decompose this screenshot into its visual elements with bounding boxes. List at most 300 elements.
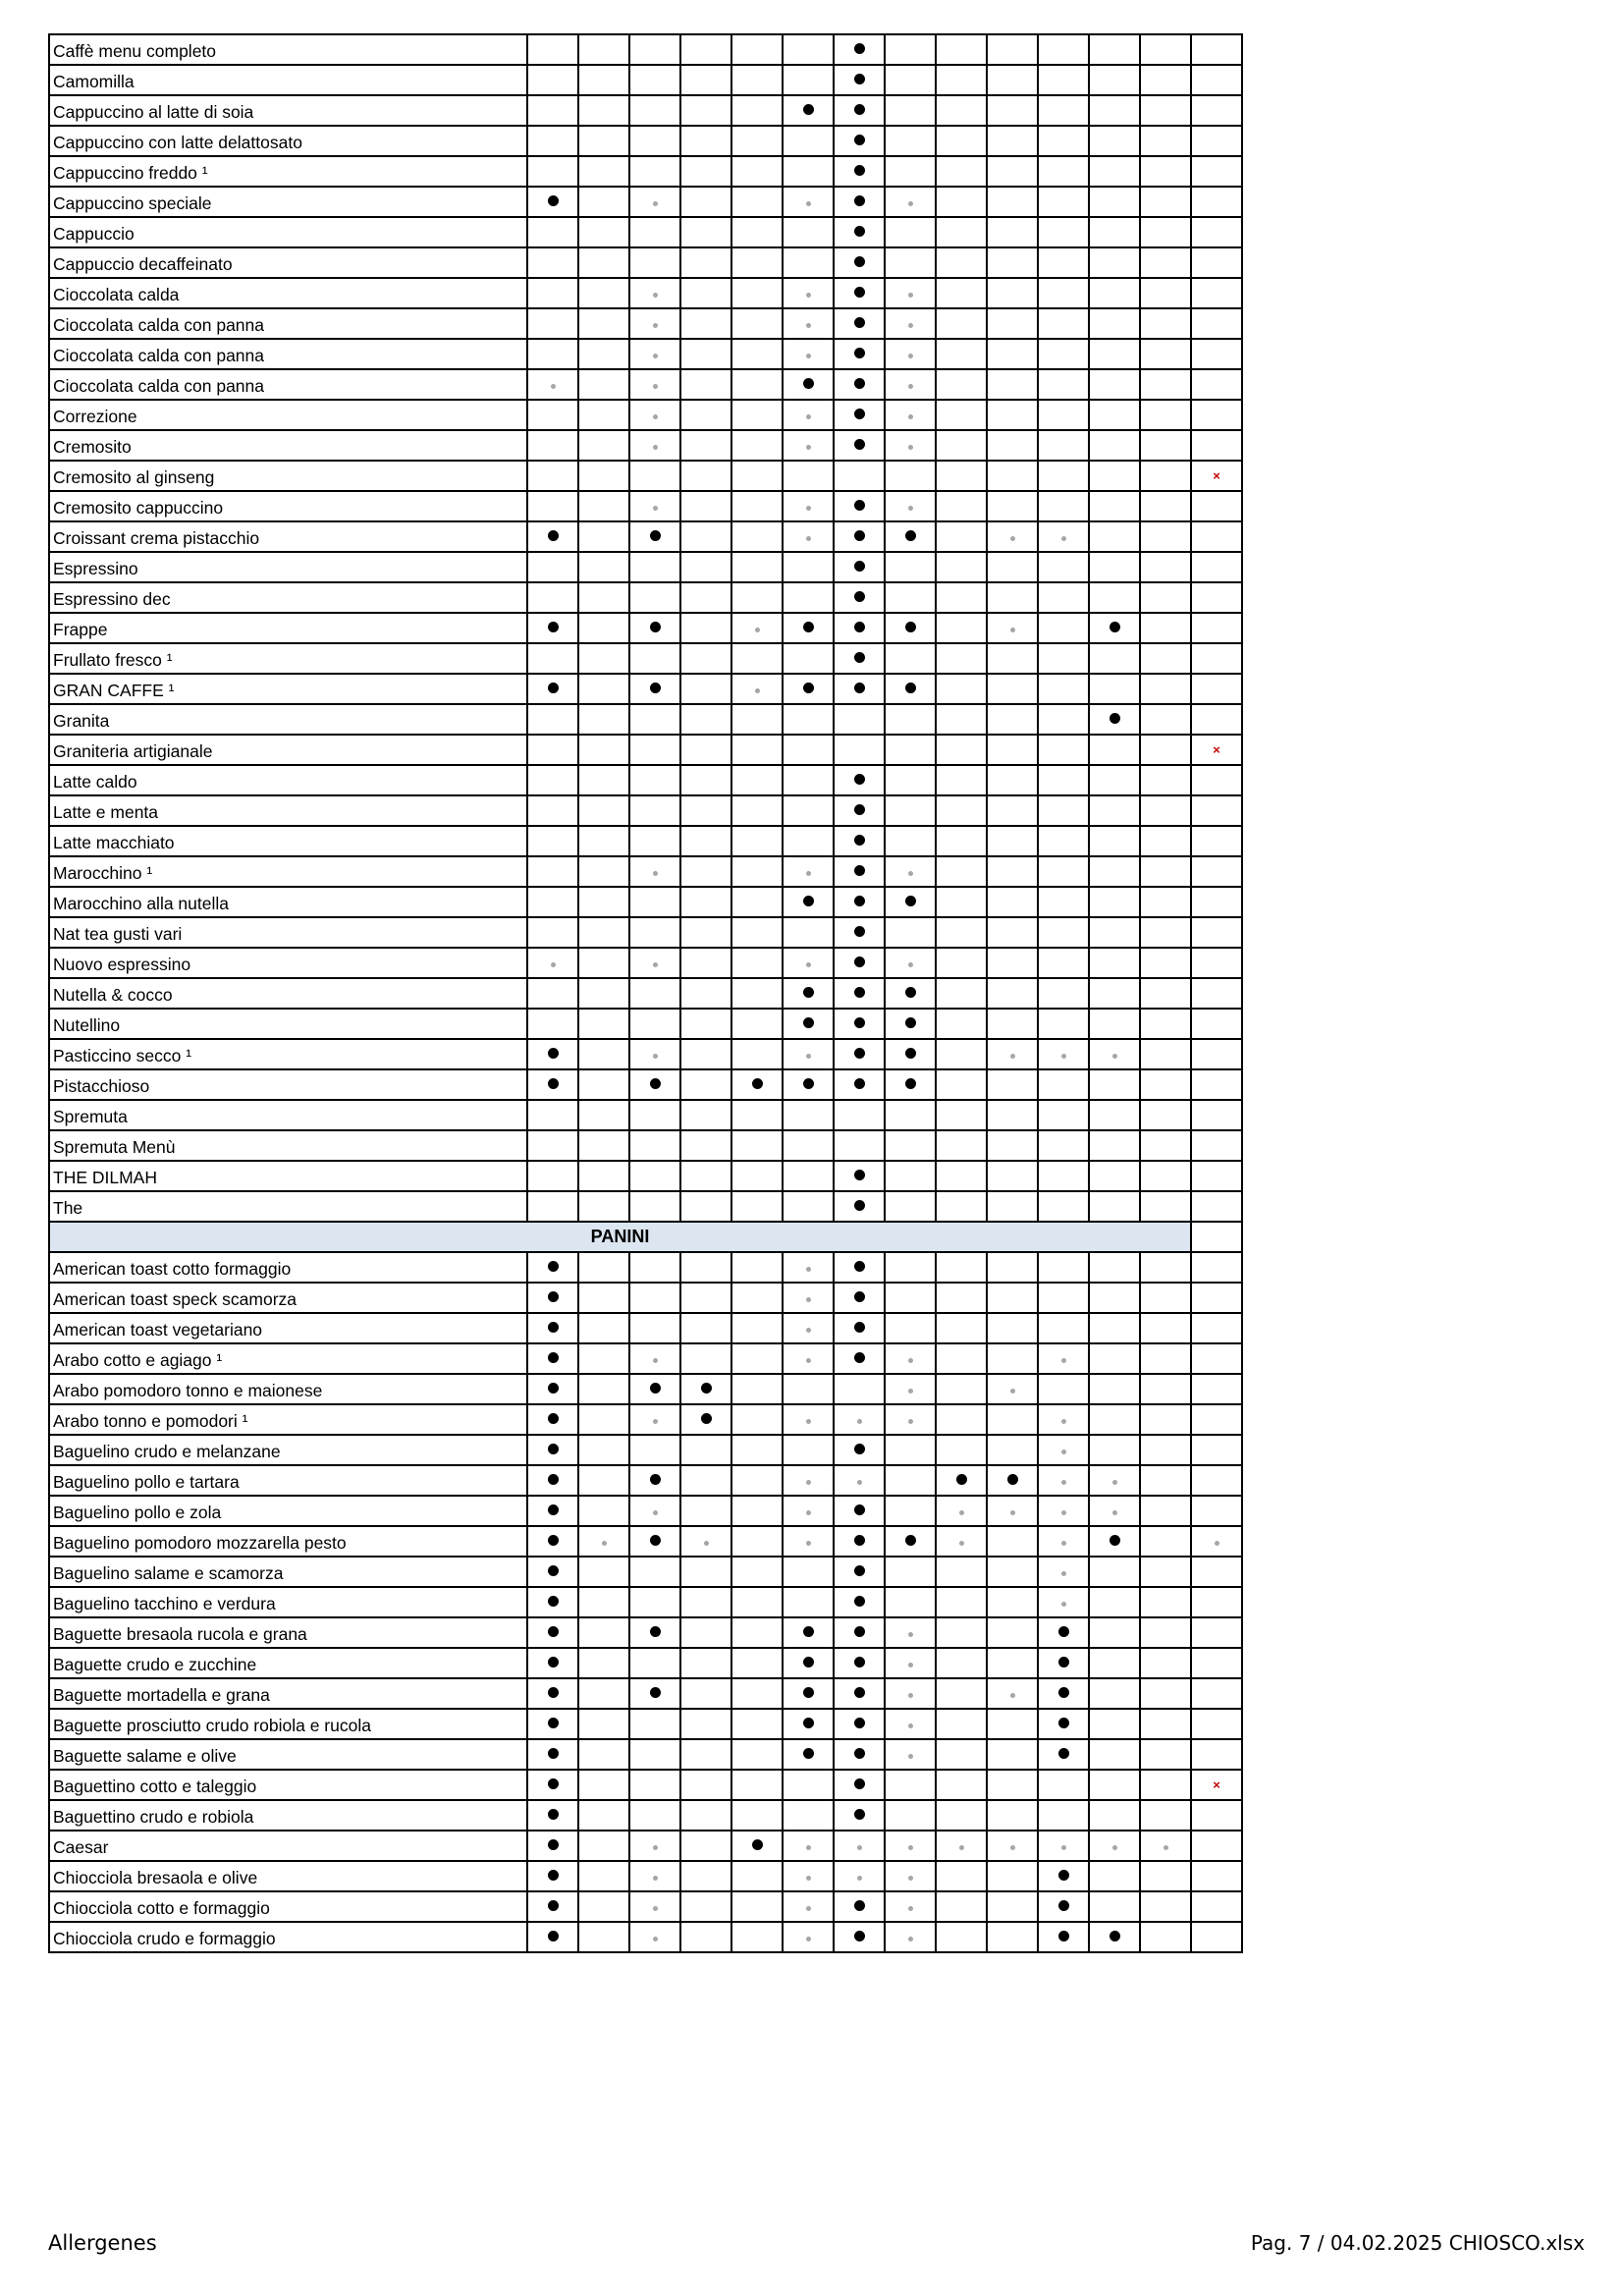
allergen-cell xyxy=(834,917,885,948)
trace-dot-icon xyxy=(908,1419,913,1424)
allergen-cell xyxy=(527,1891,578,1922)
allergen-cell xyxy=(629,1039,680,1069)
allergen-cell xyxy=(527,1587,578,1617)
allergen-cell xyxy=(1140,1922,1191,1952)
contains-dot-icon xyxy=(854,1261,865,1272)
allergen-cell xyxy=(1140,674,1191,704)
contains-dot-icon xyxy=(854,409,865,419)
allergen-cell xyxy=(629,1252,680,1283)
table-row xyxy=(49,765,1242,795)
allergen-cell xyxy=(680,795,731,826)
allergen-cell xyxy=(527,369,578,400)
section-header-row xyxy=(49,1222,1242,1252)
allergen-cell xyxy=(834,1739,885,1770)
allergen-cell xyxy=(1089,887,1140,917)
contains-dot-icon xyxy=(854,1596,865,1607)
trace-dot-icon xyxy=(908,1754,913,1759)
allergen-cell xyxy=(680,1891,731,1922)
allergen-cell xyxy=(885,65,936,95)
table-row xyxy=(49,278,1242,308)
allergen-cell xyxy=(731,491,783,521)
allergen-cell xyxy=(1089,1587,1140,1617)
allergen-cell xyxy=(578,1800,629,1831)
allergen-cell xyxy=(885,613,936,643)
allergen-cell xyxy=(987,795,1038,826)
allergen-cell xyxy=(1089,1709,1140,1739)
trace-dot-icon xyxy=(806,1876,811,1881)
allergen-cell xyxy=(731,1800,783,1831)
allergen-cell xyxy=(834,1100,885,1130)
contains-dot-icon xyxy=(854,165,865,176)
table-row xyxy=(49,1374,1242,1404)
allergen-cell xyxy=(987,856,1038,887)
allergen-cell xyxy=(578,1831,629,1861)
allergen-cell xyxy=(1089,461,1140,491)
allergen-cell xyxy=(527,217,578,247)
contains-dot-icon xyxy=(854,1291,865,1302)
allergen-cell xyxy=(629,126,680,156)
allergen-cell xyxy=(987,643,1038,674)
allergen-cell xyxy=(1038,369,1089,400)
product-name: Caffè menu completo xyxy=(49,34,527,65)
trace-dot-icon xyxy=(653,1937,658,1941)
contains-dot-icon xyxy=(752,1839,763,1850)
trace-dot-icon xyxy=(806,201,811,206)
allergen-cell xyxy=(1191,1191,1242,1222)
allergen-cell xyxy=(578,917,629,948)
allergen-cell xyxy=(527,278,578,308)
allergen-cell xyxy=(783,856,834,887)
table-row xyxy=(49,65,1242,95)
allergen-cell xyxy=(885,278,936,308)
allergen-cell xyxy=(936,430,987,461)
allergen-cell xyxy=(936,887,987,917)
contains-dot-icon xyxy=(854,500,865,511)
allergen-cell xyxy=(731,1039,783,1069)
allergen-cell xyxy=(885,1283,936,1313)
allergen-cell xyxy=(936,65,987,95)
allergen-cell xyxy=(1038,247,1089,278)
allergen-cell xyxy=(987,65,1038,95)
trace-dot-icon xyxy=(755,628,760,632)
allergen-cell xyxy=(1140,856,1191,887)
contains-dot-icon xyxy=(1110,1535,1120,1546)
allergen-cell xyxy=(936,1435,987,1465)
allergen-cell xyxy=(1089,1922,1140,1952)
allergen-cell xyxy=(1191,795,1242,826)
allergen-cell xyxy=(629,643,680,674)
allergen-cell xyxy=(1038,1191,1089,1222)
allergen-cell xyxy=(783,552,834,582)
trace-dot-icon xyxy=(653,871,658,876)
allergen-cell xyxy=(527,1069,578,1100)
allergen-cell xyxy=(987,430,1038,461)
table-row xyxy=(49,704,1242,735)
allergen-cell xyxy=(1038,674,1089,704)
allergen-cell xyxy=(885,1404,936,1435)
allergen-cell xyxy=(629,765,680,795)
allergen-cell xyxy=(1140,491,1191,521)
trace-dot-icon xyxy=(653,1906,658,1911)
allergen-cell xyxy=(578,1100,629,1130)
allergen-cell xyxy=(680,1069,731,1100)
contains-dot-icon xyxy=(1058,1931,1069,1941)
allergen-cell xyxy=(1089,65,1140,95)
allergen-cell xyxy=(834,1800,885,1831)
allergen-cell xyxy=(936,491,987,521)
allergen-cell xyxy=(578,339,629,369)
allergen-cell xyxy=(1089,1161,1140,1191)
allergen-cell xyxy=(834,1069,885,1100)
allergen-cell xyxy=(629,1526,680,1557)
allergen-cell xyxy=(885,643,936,674)
product-name: Baguettino crudo e robiola xyxy=(49,1800,527,1831)
allergen-cell xyxy=(629,1891,680,1922)
product-name: Baguette bresaola rucola e grana xyxy=(49,1617,527,1648)
allergen-cell xyxy=(936,1313,987,1343)
allergen-cell xyxy=(1038,1800,1089,1831)
allergen-cell xyxy=(1038,430,1089,461)
allergen-cell xyxy=(1089,1739,1140,1770)
allergen-cell xyxy=(885,369,936,400)
allergen-cell xyxy=(527,582,578,613)
allergen-cell xyxy=(834,826,885,856)
product-name: Baguelino pollo e zola xyxy=(49,1496,527,1526)
allergen-cell xyxy=(1089,339,1140,369)
allergen-cell xyxy=(1089,1069,1140,1100)
contains-dot-icon xyxy=(854,1565,865,1576)
contains-dot-icon xyxy=(854,226,865,237)
product-name: Chiocciola crudo e formaggio xyxy=(49,1922,527,1952)
allergen-cell xyxy=(783,1404,834,1435)
product-name: Cappuccio xyxy=(49,217,527,247)
allergen-cell xyxy=(987,1404,1038,1435)
trace-dot-icon xyxy=(806,323,811,328)
allergen-cell xyxy=(680,308,731,339)
contains-dot-icon xyxy=(905,622,916,632)
allergen-cell xyxy=(578,247,629,278)
allergen-cell xyxy=(1038,1770,1089,1800)
allergen-cell xyxy=(527,308,578,339)
allergen-cell xyxy=(783,1770,834,1800)
allergen-cell xyxy=(578,126,629,156)
allergen-cell xyxy=(783,65,834,95)
allergen-cell xyxy=(1140,1648,1191,1678)
contains-dot-icon xyxy=(854,1748,865,1759)
allergen-cell xyxy=(885,339,936,369)
allergen-cell xyxy=(987,948,1038,978)
allergen-cell xyxy=(1038,1465,1089,1496)
allergen-cell xyxy=(1038,1922,1089,1952)
allergen-cell xyxy=(1191,1648,1242,1678)
allergen-cell xyxy=(1191,1739,1242,1770)
allergen-cell xyxy=(987,400,1038,430)
allergen-cell xyxy=(578,1313,629,1343)
trace-dot-icon xyxy=(806,445,811,450)
allergen-cell xyxy=(1191,126,1242,156)
allergen-cell xyxy=(783,1831,834,1861)
allergen-cell xyxy=(527,1739,578,1770)
allergen-cell xyxy=(885,1526,936,1557)
allergen-cell xyxy=(578,948,629,978)
allergen-cell xyxy=(936,1374,987,1404)
allergen-cell xyxy=(834,765,885,795)
allergen-cell xyxy=(680,1252,731,1283)
table-row xyxy=(49,1100,1242,1130)
product-name: Espressino xyxy=(49,552,527,582)
allergen-cell xyxy=(936,1891,987,1922)
allergen-cell xyxy=(783,917,834,948)
allergen-cell xyxy=(527,126,578,156)
allergen-cell xyxy=(1140,1861,1191,1891)
allergen-grid xyxy=(48,33,1243,1953)
allergen-cell xyxy=(1038,1435,1089,1465)
allergen-cell xyxy=(834,1617,885,1648)
allergen-cell xyxy=(527,674,578,704)
allergen-cell xyxy=(1140,1678,1191,1709)
allergen-cell xyxy=(680,1496,731,1526)
table-row xyxy=(49,1800,1242,1831)
trace-dot-icon xyxy=(908,1906,913,1911)
allergen-cell xyxy=(885,1891,936,1922)
table-row xyxy=(49,126,1242,156)
allergen-cell xyxy=(1191,978,1242,1009)
allergen-cell xyxy=(629,948,680,978)
allergen-cell xyxy=(731,1678,783,1709)
allergen-cell xyxy=(936,1617,987,1648)
trace-dot-icon xyxy=(806,414,811,419)
contains-dot-icon xyxy=(854,1809,865,1820)
allergen-cell xyxy=(783,978,834,1009)
contains-dot-icon xyxy=(854,865,865,876)
allergen-cell xyxy=(1140,217,1191,247)
allergen-cell xyxy=(1038,735,1089,765)
allergen-cell xyxy=(834,1831,885,1861)
allergen-cell xyxy=(885,1800,936,1831)
allergen-cell xyxy=(1089,552,1140,582)
allergen-cell xyxy=(834,1343,885,1374)
allergen-cell xyxy=(987,491,1038,521)
contains-dot-icon xyxy=(854,774,865,785)
allergen-cell xyxy=(783,765,834,795)
allergen-cell xyxy=(1191,1283,1242,1313)
allergen-cell xyxy=(629,704,680,735)
allergen-cell xyxy=(783,1130,834,1161)
allergen-cell xyxy=(834,1404,885,1435)
product-name: Cremosito xyxy=(49,430,527,461)
allergen-cell xyxy=(527,95,578,126)
allergen-cell xyxy=(1140,1252,1191,1283)
allergen-cell xyxy=(885,1739,936,1770)
allergen-cell xyxy=(527,552,578,582)
trace-dot-icon xyxy=(653,445,658,450)
allergen-cell xyxy=(1191,1343,1242,1374)
allergen-cell xyxy=(936,674,987,704)
contains-dot-icon xyxy=(548,1474,559,1485)
allergen-cell xyxy=(1140,1313,1191,1343)
allergen-cell xyxy=(1038,1343,1089,1374)
allergen-cell xyxy=(987,1709,1038,1739)
footer-sheet-name: Allergenes xyxy=(48,2231,157,2255)
allergen-cell xyxy=(527,1922,578,1952)
allergen-cell xyxy=(731,1130,783,1161)
table-row xyxy=(49,400,1242,430)
allergen-cell xyxy=(731,430,783,461)
allergen-cell xyxy=(527,430,578,461)
allergen-cell xyxy=(987,1252,1038,1283)
allergen-cell xyxy=(680,1130,731,1161)
trace-dot-icon xyxy=(1010,1054,1015,1059)
allergen-cell xyxy=(834,1678,885,1709)
allergen-cell xyxy=(1038,521,1089,552)
contains-dot-icon xyxy=(854,378,865,389)
table-row xyxy=(49,674,1242,704)
trace-dot-icon xyxy=(806,1845,811,1850)
allergen-cell xyxy=(783,1709,834,1739)
contains-dot-icon xyxy=(905,683,916,693)
allergen-cell xyxy=(629,491,680,521)
allergen-cell xyxy=(936,1404,987,1435)
allergen-cell xyxy=(527,826,578,856)
table-row xyxy=(49,1496,1242,1526)
contains-dot-icon xyxy=(650,1474,661,1485)
allergen-cell xyxy=(731,1069,783,1100)
allergen-cell xyxy=(885,1130,936,1161)
allergen-cell xyxy=(1089,1800,1140,1831)
allergen-cell xyxy=(731,613,783,643)
contains-dot-icon xyxy=(905,1078,916,1089)
product-name: Cioccolata calda xyxy=(49,278,527,308)
product-name: Latte e menta xyxy=(49,795,527,826)
allergen-cell xyxy=(987,247,1038,278)
contains-dot-icon xyxy=(548,1413,559,1424)
allergen-cell xyxy=(1089,187,1140,217)
trace-dot-icon xyxy=(1061,1054,1066,1059)
allergen-cell xyxy=(1191,917,1242,948)
allergen-cell xyxy=(1038,704,1089,735)
allergen-cell xyxy=(1140,187,1191,217)
allergen-cell xyxy=(680,1739,731,1770)
allergen-cell xyxy=(629,1557,680,1587)
allergen-cell xyxy=(1089,1130,1140,1161)
allergen-cell xyxy=(834,247,885,278)
allergen-cell xyxy=(527,735,578,765)
allergen-cell xyxy=(629,430,680,461)
trace-dot-icon xyxy=(1010,628,1015,632)
allergen-cell xyxy=(1038,826,1089,856)
contains-dot-icon xyxy=(854,195,865,206)
allergen-cell xyxy=(578,1587,629,1617)
allergen-cell xyxy=(1038,795,1089,826)
allergen-cell xyxy=(936,156,987,187)
allergen-cell xyxy=(680,1648,731,1678)
allergen-cell xyxy=(1038,1039,1089,1069)
contains-dot-icon xyxy=(803,683,814,693)
allergen-cell xyxy=(1140,1557,1191,1587)
allergen-cell xyxy=(1140,1100,1191,1130)
product-name: Baguettino cotto e taleggio xyxy=(49,1770,527,1800)
allergen-cell xyxy=(885,1496,936,1526)
table-row xyxy=(49,1191,1242,1222)
allergen-cell xyxy=(629,1343,680,1374)
trace-dot-icon xyxy=(653,506,658,511)
trace-dot-icon xyxy=(1061,1571,1066,1576)
trace-dot-icon xyxy=(602,1541,607,1546)
allergen-cell xyxy=(885,491,936,521)
allergen-cell xyxy=(987,95,1038,126)
trace-dot-icon xyxy=(1112,1845,1117,1850)
contains-dot-icon xyxy=(1058,1657,1069,1667)
table-row xyxy=(49,613,1242,643)
cross-icon: × xyxy=(1213,1777,1220,1792)
allergen-cell xyxy=(783,308,834,339)
allergen-cell xyxy=(680,1557,731,1587)
allergen-cell xyxy=(987,339,1038,369)
trace-dot-icon xyxy=(1061,1510,1066,1515)
allergen-cell xyxy=(1191,65,1242,95)
table-row xyxy=(49,369,1242,400)
allergen-cell xyxy=(1038,187,1089,217)
allergen-cell xyxy=(783,156,834,187)
contains-dot-icon xyxy=(854,804,865,815)
allergen-cell xyxy=(885,1343,936,1374)
contains-dot-icon xyxy=(803,1687,814,1698)
trace-dot-icon xyxy=(653,354,658,358)
allergen-cell xyxy=(936,521,987,552)
allergen-cell xyxy=(834,1587,885,1617)
contains-dot-icon xyxy=(854,1352,865,1363)
contains-dot-icon xyxy=(854,135,865,145)
allergen-cell xyxy=(834,95,885,126)
allergen-cell xyxy=(680,948,731,978)
trace-dot-icon xyxy=(806,1297,811,1302)
allergen-cell xyxy=(1038,613,1089,643)
allergen-cell xyxy=(1191,1130,1242,1161)
contains-dot-icon xyxy=(803,1626,814,1637)
allergen-cell xyxy=(834,400,885,430)
allergen-cell xyxy=(731,1404,783,1435)
allergen-cell xyxy=(1140,1039,1191,1069)
product-name: Correzione xyxy=(49,400,527,430)
cross-icon: × xyxy=(1213,741,1220,757)
trace-dot-icon xyxy=(653,414,658,419)
allergen-cell xyxy=(936,247,987,278)
allergen-cell xyxy=(680,217,731,247)
contains-dot-icon xyxy=(854,1200,865,1211)
allergen-cell xyxy=(1089,1191,1140,1222)
table-row xyxy=(49,735,1242,765)
trace-dot-icon xyxy=(653,1845,658,1850)
allergen-cell xyxy=(1140,65,1191,95)
allergen-cell xyxy=(1140,978,1191,1009)
product-name: Latte macchiato xyxy=(49,826,527,856)
contains-dot-icon xyxy=(854,1017,865,1028)
contains-dot-icon xyxy=(650,622,661,632)
allergen-cell xyxy=(680,1039,731,1069)
allergen-cell xyxy=(1191,765,1242,795)
product-name: Cappuccino al latte di soia xyxy=(49,95,527,126)
trace-dot-icon xyxy=(1112,1480,1117,1485)
table-row xyxy=(49,1526,1242,1557)
trace-dot-icon xyxy=(806,536,811,541)
contains-dot-icon xyxy=(905,1048,916,1059)
allergen-cell xyxy=(987,1009,1038,1039)
allergen-cell xyxy=(936,1069,987,1100)
contains-dot-icon xyxy=(803,896,814,906)
allergen-cell xyxy=(987,187,1038,217)
allergen-cell xyxy=(834,369,885,400)
allergen-cell xyxy=(731,126,783,156)
